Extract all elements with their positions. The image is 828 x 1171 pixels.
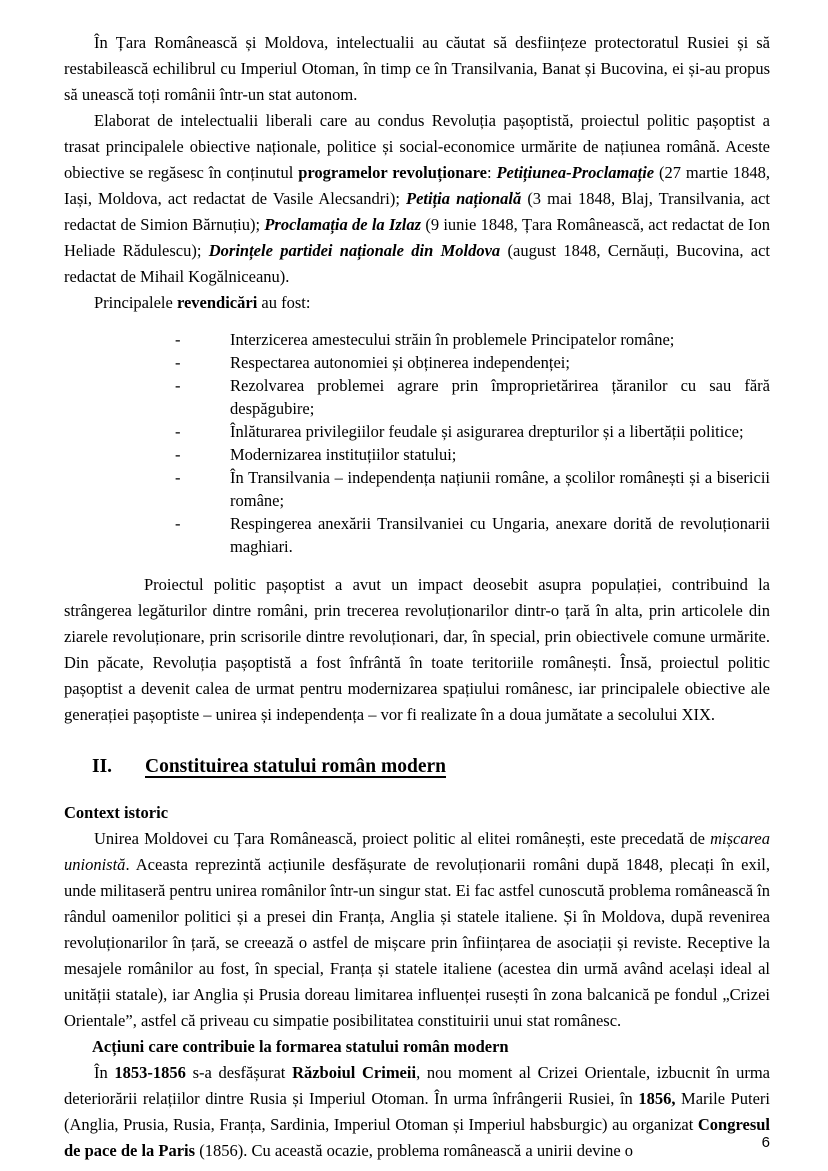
text-segment: mișcarea unionistă	[64, 829, 770, 874]
paragraph-intro	[64, 30, 770, 108]
text-segment: au fost:	[257, 293, 311, 312]
text-segment: Proclamația de la Izlaz	[264, 215, 422, 234]
text-segment: (1856). Cu această ocazie, problema românească a unirii devine o	[195, 1141, 634, 1160]
list-item-text: Modernizarea instituțiilor statului;	[230, 445, 457, 464]
dash-bullet: -	[175, 422, 181, 441]
list-item	[175, 328, 770, 351]
list-item-text: Rezolvarea problemei agrare prin împroprietărirea țăranilor cu sau fără despăgubire;	[230, 376, 770, 418]
list-item-text: În Transilvania – independența națiunii române, a școlilor românești și a bisericii române;	[230, 468, 770, 510]
section-title: Constituirea statului român modern	[145, 756, 447, 777]
text-segment: Principalele	[94, 293, 177, 312]
text-segment: (3 mai 1848, Blaj, Transilvania, act redactat de Simion Bărnuțiu);	[64, 189, 770, 234]
list-item-text: Înlăturarea privilegiilor feudale și asigurarea drepturilor și a libertății politice;	[230, 422, 744, 441]
text-segment: (9 iunie 1848, Țara Românească, act redactat de Ion Heliade Rădulescu);	[64, 215, 771, 260]
list-item-text: Respingerea anexării Transilvaniei cu Ungaria, anexare dorită de revoluționarii maghiari.	[230, 514, 770, 556]
paragraph-revolutionary-programs	[64, 108, 770, 290]
dash-bullet: -	[175, 445, 181, 464]
text-segment: (august 1848, Cernăuți, Bucovina, act redactat de Mihail Kogălniceanu).	[64, 241, 770, 286]
list-item	[175, 443, 770, 466]
dash-bullet: -	[175, 514, 181, 533]
text-segment: . Aceasta reprezintă acțiunile desfășurate de revoluționarii români după 1848, plecați în exil, unde militaseră pentru unirea românilor într-un singur stat. Ei fac astfel cunoscută problema românească în rândul oamenilor politici și a presei din Franța, Anglia și statele italiene. Și în Moldova, după revenirea revoluționarilor în țară, se creează o astfel de mișcare prin înființarea de asociații și reviste. Receptive la mesajele românilor au fost, în special, Franța și statele italiene (acestea din urmă având același ideal al unității statale), iar Anglia și Prusia doreau limitarea influenței rusești în zona balcanică pe fondul „Crizei Orientale”, astfel că priveau cu simpatie posibilitatea constituirii unui stat românesc.	[64, 855, 770, 1030]
paragraph-crimean-war	[64, 1060, 770, 1164]
paragraph-unionist-movement	[64, 826, 770, 1034]
dash-bullet: -	[175, 330, 181, 349]
list-item-text: Respectarea autonomiei și obținerea independenței;	[230, 353, 570, 372]
dash-bullet: -	[175, 376, 181, 395]
text-segment: În	[94, 1063, 115, 1082]
text-segment: s-a desfășurat	[185, 1063, 293, 1082]
dash-bullet: -	[175, 353, 181, 372]
list-item	[175, 512, 770, 558]
text-segment: Războiul Crimeii	[292, 1063, 417, 1082]
text-segment: Unirea Moldovei cu Țara Românească, proiect politic al elitei românești, este precedată de	[94, 829, 711, 848]
claims-list	[175, 328, 770, 558]
text-segment: Proiectul politic pașoptist a avut un impact deosebit asupra populației, contribuind la strângerea legăturilor dintre români, prin trecerea revoluționarilor dintr-o țară în alta, prin articolele din ziarele revoluționare, prin scrisorile dintre revoluționari, dar, în special, prin obiectivele comune urmărite. Din păcate, Revoluția pașoptistă a fost înfrântă în toate teritoriile românești. Însă, proiectul politic pașoptist a devenit calea de urmat pentru modernizarea spațiului românesc, iar principalele obiective ale generației pașoptiste – unirea și independența – vor fi realizate în a doua jumătate a secolului XIX.	[64, 575, 770, 724]
subheading-context: Context istoric	[64, 803, 169, 822]
text-segment: Congresul de pace de la Paris	[64, 1115, 770, 1160]
text-segment: , nou moment al Crizei Orientale, izbucnit în urma deteriorării relațiilor dintre Rusia și Imperiul Otoman. În urma înfrângerii Rusiei, în	[64, 1063, 770, 1108]
text-segment: Dorințele partidei naționale din Moldova	[208, 241, 501, 260]
list-item	[175, 466, 770, 512]
list-item	[175, 420, 770, 443]
page-number: 6	[761, 1134, 770, 1151]
text-segment: revendicări	[176, 293, 258, 312]
text-segment: Petiția națională	[406, 189, 522, 208]
list-item	[175, 374, 770, 420]
text-segment: 1853-1856	[114, 1063, 186, 1082]
text-segment: Marile Puteri (Anglia, Prusia, Rusia, Franța, Sardinia, Imperiul Otoman și Imperiul habsburgic) au organizat	[64, 1089, 770, 1134]
claims-intro	[64, 290, 770, 316]
list-item	[175, 351, 770, 374]
text-segment: :	[487, 163, 497, 182]
paragraph-impact	[64, 572, 770, 728]
list-item-text: Interzicerea amestecului străin în problemele Principatelor române;	[230, 330, 675, 349]
text-segment: Petițiunea-Proclamație	[496, 163, 655, 182]
text-segment: Elaborat de intelectualii liberali care au condus Revoluția pașoptistă, proiectul politic pașoptist a trasat principalele obiective naționale, politice și social-economice urmărite de națiunea română. Aceste obiective se regăsesc în conținutul	[64, 111, 770, 182]
text-segment: programelor revoluționare	[298, 163, 487, 182]
text-segment: În Țara Românească și Moldova, intelectualii au căutat să desființeze protectoratul Rusiei și să restabilească echilibrul cu Imperiul Otoman, în timp ce în Transilvania, Banat și Bucovina, ei și-au propus să unească toți românii într-un stat autonom.	[64, 33, 770, 104]
text-segment: 1856,	[638, 1089, 676, 1108]
text-segment: (27 martie 1848, Iași, Moldova, act redactat de Vasile Alecsandri);	[64, 163, 771, 208]
subheading-actions: Acțiuni care contribuie la formarea statului român modern	[92, 1037, 509, 1056]
section-heading	[92, 752, 770, 782]
section-number: II.	[92, 756, 113, 777]
dash-bullet: -	[175, 468, 181, 487]
